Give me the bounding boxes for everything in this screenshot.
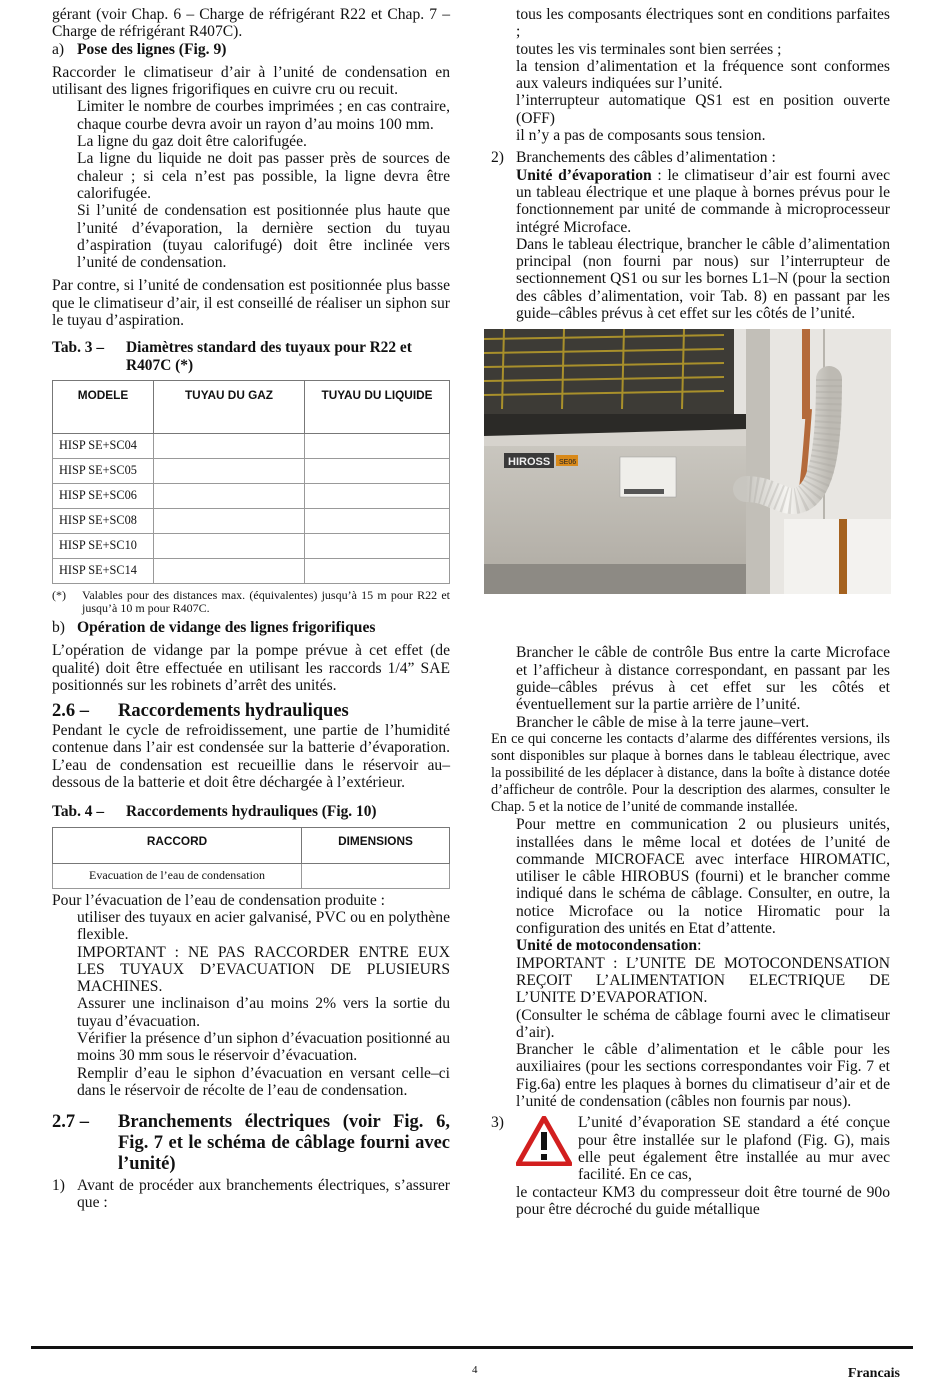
- paragraph: Brancher le câble de contrôle Bus entre la carte Microface et l’afficheur à distance correspondant, en passant par les guide–câbles prévus à cet effet sur les côtés et éventuellement sur la partie arrière de l’unité.: [516, 644, 890, 714]
- table-header: TUYAU DU GAZ: [154, 380, 305, 433]
- paragraph: Pour mettre en communication 2 ou plusieurs unités, installées dans le même local et dotées de l’unité de commande MICROFACE avec interface HIROMATIC, utiliser le câble HIROBUS (fourni) et le brancher comme indiqué dans le schéma de câblage. Consulter, en outre, la notice Microface ou la notice Hiromatic pour la configuration des unités en Etat d’attente.: [516, 816, 890, 938]
- paragraph: La ligne du liquide ne doit pas passer près de sources de chaleur ; si cela n’est pas possible, la ligne devra être calorifugée.: [77, 150, 450, 202]
- table-row: HISP SE+SC08: [53, 508, 450, 533]
- section-b-heading: b) Opération de vidange des lignes frigorifiques: [52, 618, 376, 636]
- section-a-heading: a) Pose des lignes (Fig. 9): [52, 40, 227, 58]
- paragraph: Unité d’évaporation : le climatiseur d’air est fourni avec un tableau électrique et une plaque à bornes prévus pour le fonctionnement par unité de commande à microprocesseur intégré Microface.: [516, 166, 890, 236]
- evaporator-unit-photo: [484, 329, 891, 594]
- table3-caption: Tab. 3 – Diamètres standard des tuyaux pour R22 et R407C (*): [52, 339, 412, 374]
- paragraph: l’interrupteur automatique QS1 est en position ouverte (OFF): [516, 92, 890, 127]
- unit-photo: [484, 329, 891, 594]
- table-row: HISP SE+SC14: [53, 558, 450, 583]
- paragraph: La ligne du gaz doit être calorifugée.: [77, 133, 307, 151]
- page-number: 4: [472, 1364, 478, 1376]
- paragraph: Pendant le cycle de refroidissement, une partie de l’humidité contenue dans l’air est condensée sur la batterie d’évaporation. L’eau de condensation est recueillie dans le réservoir au–dessous de la batterie et doit être déchargée à l’extérieur.: [52, 722, 450, 792]
- paragraph: le contacteur KM3 du compresseur doit être tourné de 90o pour être décroché du guide métallique: [516, 1183, 890, 1218]
- intro-paragraph: gérant (voir Chap. 6 – Charge de réfrigérant R22 et Chap. 7 – Charge de réfrigérant R407C).: [52, 6, 450, 41]
- paragraph: Si l’unité de condensation est positionnée plus haute que l’unité d’évaporation, la dernière section du tuyau d’aspiration (tuyau calorifugé) doit être inclinée vers l’unité de condensation.: [77, 202, 450, 272]
- paragraph: Brancher le câble de mise à la terre jaune–vert.: [516, 713, 810, 731]
- paragraph: Remplir d’eau le siphon d’évacuation en versant celle–ci dans le réservoir de récolte de l’eau de condensation.: [77, 1064, 450, 1099]
- section-heading-2-6: 2.6 – Raccordements hydrauliques: [52, 701, 349, 722]
- table-header: TUYAU DU LIQUIDE: [305, 380, 450, 433]
- table-row: HISP SE+SC06: [53, 483, 450, 508]
- list-item: 1) Avant de procéder aux branchements électriques, s’assurer que :: [52, 1177, 450, 1212]
- paragraph: IMPORTANT : L’UNITE DE MOTOCONDENSATION REÇOIT L’ALIMENTATION ELECTRIQUE DE L’UNITE D’EVAPORATION.: [516, 954, 890, 1007]
- table3: [52, 380, 450, 584]
- paragraph: IMPORTANT : NE PAS RACCORDER ENTRE EUX LES TUYAUX D’EVACUATION DE PLUSIEURS MACHINES.: [77, 943, 450, 996]
- table-header: MODELE: [53, 380, 154, 433]
- paragraph: utiliser des tuyaux en acier galvanisé, PVC ou en polythène flexible.: [77, 908, 450, 944]
- paragraph: (Consulter le schéma de câblage fourni avec le climatiseur d’air).: [516, 1006, 890, 1041]
- paragraph: il n’y a pas de composants sous tension.: [516, 127, 766, 145]
- paragraph: Brancher le câble d’alimentation et le câble pour les auxiliaires (pour les sections correspondantes voir Fig. 7 et Fig.6a) entre les plaques à bornes du climatiseur d’air et de l’unité de condensation (câbles non fournis par nous).: [516, 1041, 890, 1111]
- paragraph: Unité de motocondensation:: [516, 937, 702, 955]
- table-row: HISP SE+SC10: [53, 533, 450, 558]
- table-header: RACCORD: [53, 827, 302, 863]
- paragraph: Raccorder le climatiseur d’air à l’unité de condensation en utilisant des lignes frigorifiques en cuivre cru ou recuit.: [52, 63, 450, 99]
- paragraph: Limiter le nombre de courbes imprimées ; en cas contraire, chaque courbe devra avoir un rayon d’au moins 100 mm.: [77, 98, 450, 133]
- paragraph: En ce qui concerne les contacts d’alarme des différentes versions, ils sont disponibles sur plaque à bornes dans le tableau électrique, avec la possibilité de les déplacer à distance, dans la boîte à distance dotée d’afficheur de contrôle. Pour la description des alarmes, consulter le Chap. 5 et la notice de l’unité de commande installée.: [491, 730, 890, 816]
- left-column: [52, 6, 450, 1212]
- paragraph: Assurer une inclinaison d’au moins 2% vers la sortie du tuyau d’évacuation.: [77, 995, 450, 1030]
- paragraph: tous les composants électriques sont en conditions parfaites ;: [516, 6, 890, 41]
- warning-icon: [516, 1116, 572, 1166]
- table-row: Evacuation de l’eau de condensation: [53, 863, 450, 888]
- model-badge: SE06: [559, 459, 577, 467]
- paragraph: toutes les vis terminales sont bien serrées ;: [516, 40, 782, 58]
- table3-footnote: (*) Valables pour des distances max. (équivalentes) jusqu’à 15 m pour R22 et jusqu’à 10 m pour R407C.: [52, 587, 450, 615]
- right-column: [491, 6, 890, 1218]
- paragraph: la tension d’alimentation et la fréquence sont conformes aux valeurs indiquées sur l’unité.: [516, 57, 890, 93]
- footer-rule: [31, 1346, 913, 1349]
- paragraph: Par contre, si l’unité de condensation est positionnée plus basse que le climatiseur d’air, il est conseillé de réaliser un siphon sur le tuyau d’aspiration.: [52, 277, 450, 330]
- section-heading-2-7: 2.7 – Branchements électriques (voir Fig. 6, Fig. 7 et le schéma de câblage fourni avec l’unité): [52, 1112, 450, 1175]
- paragraph: L’unité d’évaporation SE standard a été conçue pour être installée sur le plafond (Fig. G), mais elle peut également être installée au mur avec facilité. En ce cas,: [578, 1114, 890, 1184]
- paragraph: Vérifier la présence d’un siphon d’évacuation positionné au moins 30 mm sous le réservoir d’évacuation.: [77, 1029, 450, 1065]
- list-item: 3) L’unité d’évaporation SE standard a été conçue pour être installée sur le plafond (Fig. G), mais elle peut également être installée au mur avec facilité. En ce cas, le contacteur KM3 du compresseur doit être tourné de 90o pour être décroché du guide métallique: [491, 1114, 890, 1218]
- table-row: HISP SE+SC05: [53, 458, 450, 483]
- table4-caption: Tab. 4 – Raccordements hydrauliques (Fig. 10): [52, 803, 377, 821]
- brand-label: HIROSS: [508, 456, 551, 469]
- paragraph: L’opération de vidange par la pompe prévue à cet effet (de qualité) doit être effectuée en utilisant les raccords 1/4” SAE positionnés sur les robinets d’arrêt des unités.: [52, 642, 450, 694]
- list-item: 2) Branchements des câbles d’alimentation :: [491, 149, 776, 167]
- table4: [52, 827, 450, 889]
- language-label: Francais: [847, 1366, 900, 1381]
- paragraph: Dans le tableau électrique, brancher le câble d’alimentation principal (non fourni par nous) sur l’interrupteur de sectionnement QS1 ou sur les bornes L1–N (pour la section des câbles d’alimentation, voir Tab. 8) en passant par les guide–câbles prévus à cet effet sur les côtés de l’unité.: [516, 235, 890, 323]
- paragraph: Pour l’évacuation de l’eau de condensation produite :: [52, 891, 385, 909]
- table-row: HISP SE+SC04: [53, 433, 450, 458]
- table-header: DIMENSIONS: [302, 827, 450, 863]
